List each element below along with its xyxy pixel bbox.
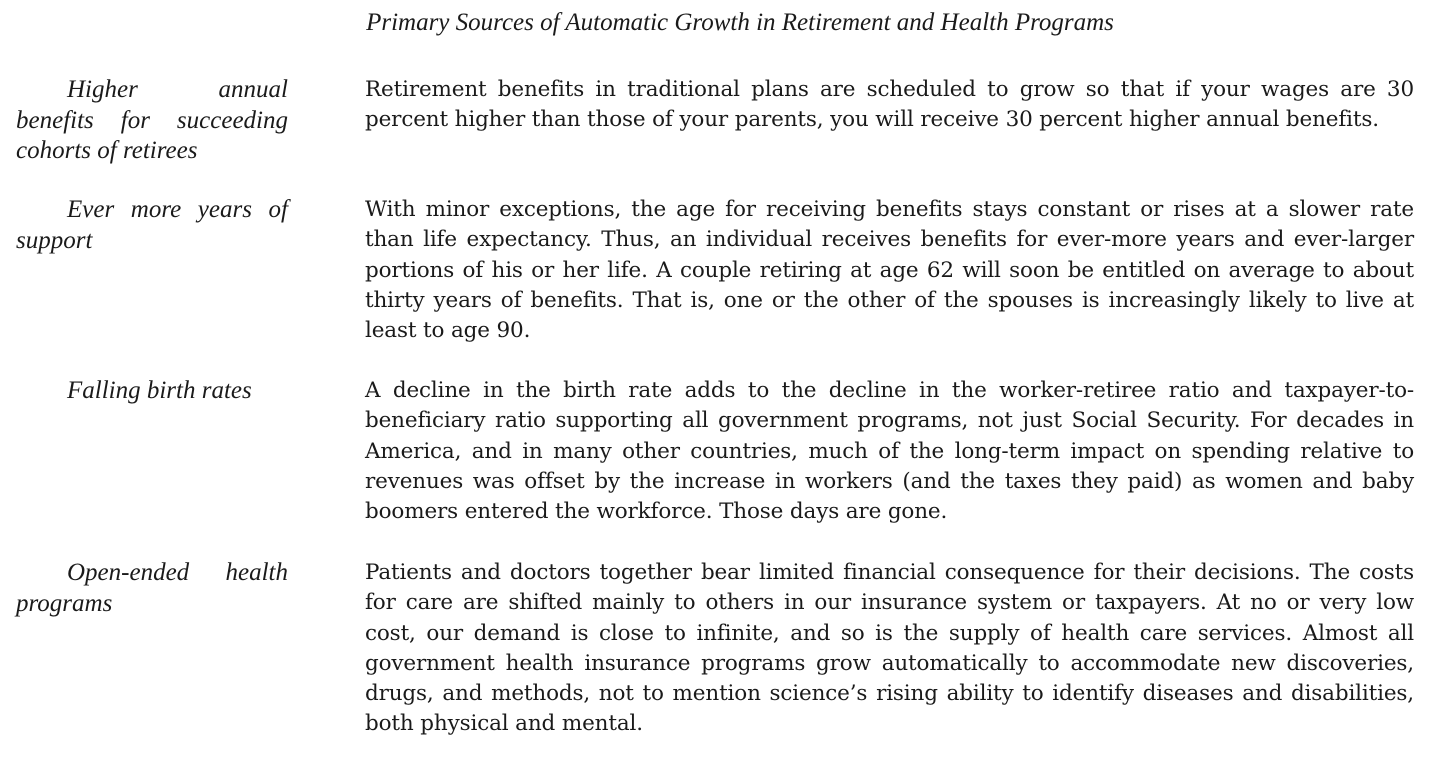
document-title: Primary Sources of Automatic Growth in Retirement and Health Programs <box>366 9 1114 36</box>
row-description: Patients and doctors together bear limited financial consequence for their decisions. The costs for care are shifted mainly to others in our insurance system or taxpayers. At no or very low cost, our demand is close to infinite, and so is the supply of health care services. Almost all government health insurance programs grow automatically to accommodate new discoveries, drugs, and methods, not to mention science’s rising ability to identify diseases and disabilities, both physical and mental. <box>365 560 1414 737</box>
row-description: A decline in the birth rate adds to the decline in the worker-retiree ratio and taxpayer-to-beneficiary ratio supporting all government programs, not just Social Security. For decades in America, and in many other countries, much of the long-term impact on spending relative to revenues was offset by the increase in workers (and the taxes they paid) as women and baby boomers entered the workforce. Those days are gone. <box>365 378 1414 525</box>
row-description: With minor exceptions, the age for receiving benefits stays constant or rises at a slower rate than life expectancy. Thus, an individual receives benefits for ever-more years and ever-larger portions of his or her life. A couple retiring at age 62 will soon be entitled on average to about thirty years of benefits. That is, one or the other of the spouses is increasingly likely to live at least to age 90. <box>365 197 1414 344</box>
row-term: Falling birth rates <box>67 377 252 404</box>
row-term: Open-ended health programs <box>16 559 288 617</box>
row-term: Ever more years of support <box>16 196 288 254</box>
row-description: Retirement benefits in traditional plans are scheduled to grow so that if your wages are 30 percent higher than those of your parents, you will receive 30 percent higher annual benefits. <box>365 77 1414 133</box>
row-term: Higher annual benefits for succeeding cohorts of retirees <box>16 76 288 164</box>
